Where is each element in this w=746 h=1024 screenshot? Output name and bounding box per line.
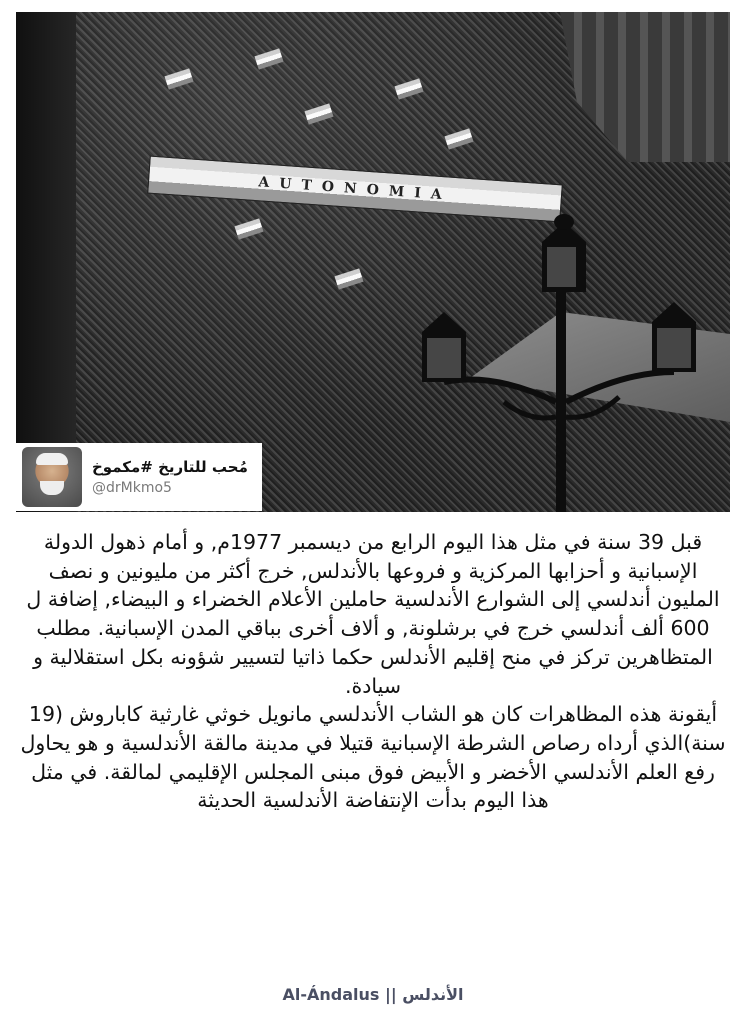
flag — [164, 68, 193, 89]
author-handle[interactable]: @drMkmo5 — [92, 480, 172, 496]
author-card[interactable] — [16, 443, 262, 511]
flag — [334, 268, 363, 289]
post-paragraph-2: أيقونة هذه المظاهرات كان هو الشاب الأندلسي مانويل خوثي غارثية كاباروش (19 سنة)الذي أرداه رصاص الشرطة الإسبانية قتيلا في مدينة مالقة الأندلسية و هو يحاول رفع العلم الأندلسي الأخضر و الأبيض فوق مبنى المجلس الإقليمي لمالقة. في مثل هذا اليوم بدأت الإنتفاضة الأندلسية الحديثة — [20, 702, 726, 813]
author-meta — [92, 458, 248, 496]
post-text — [18, 528, 728, 815]
protest-photo — [16, 12, 730, 512]
building-left — [16, 12, 76, 512]
flag — [444, 128, 473, 149]
post-paragraph-1: قبل 39 سنة في مثل هذا اليوم الرابع من ديسمبر 1977م, و أمام ذهول الدولة الإسبانية و أحزابها المركزية و فروعها بالأندلس, خرج أكثر من مليونين و نصف المليون أندلسي إلى الشوارع الأندلسية حاملين الأعلام الخضراء و البيضاء, إضافة ل 600 ألف أندلسي خرج في برشلونة, و ألاف أخرى بباقي المدن الإسبانية. مطلب المتظاهرين تركز في منح إقليم الأندلس حكما ذاتيا لتسيير شؤونه بكل استقلالية و سيادة. — [26, 530, 720, 698]
flag — [254, 48, 283, 69]
footer-signature: Al-Ándalus || الأندلس — [282, 985, 464, 1004]
flag — [394, 78, 423, 99]
flag — [234, 218, 263, 239]
building-right — [560, 12, 730, 162]
street-lamp — [404, 202, 724, 512]
author-display-name[interactable]: مُحب للتاريخ #مكموخ — [92, 458, 248, 476]
avatar[interactable] — [22, 447, 82, 507]
banner-text: AUTONOMIA — [257, 174, 453, 204]
flag — [304, 103, 333, 124]
